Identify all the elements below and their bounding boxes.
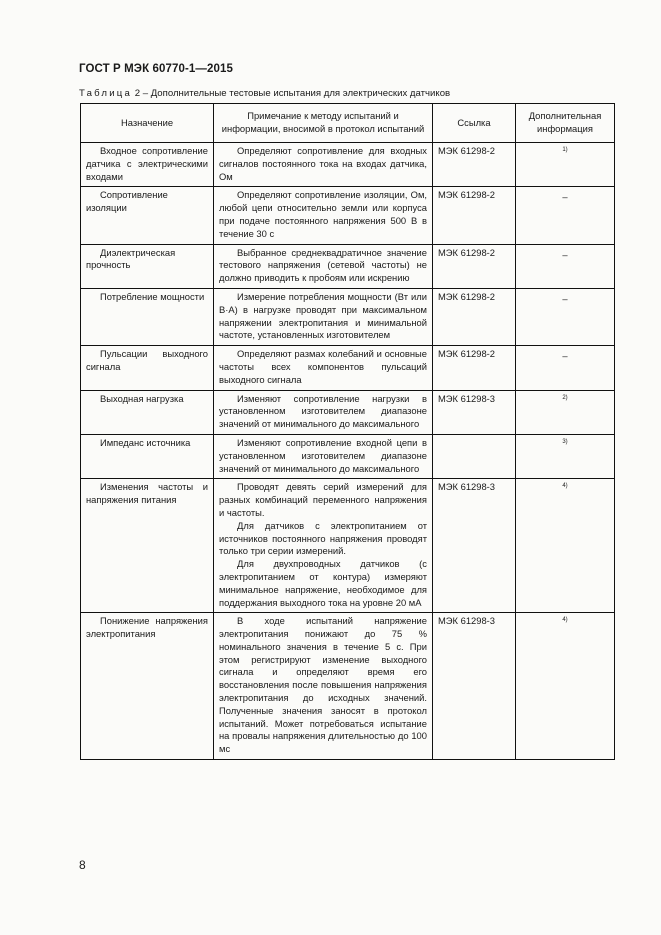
cell-ref: МЭК 61298-2 <box>433 288 516 345</box>
cell-note <box>214 143 433 187</box>
cell-note <box>214 187 433 244</box>
purpose-text: Понижение напряжения электропитания <box>86 615 208 640</box>
cell-info <box>516 479 615 613</box>
table-row <box>81 479 615 613</box>
cell-info <box>516 346 615 390</box>
info-dash: – <box>562 191 568 203</box>
cell-purpose <box>81 288 214 345</box>
purpose-text: Изменения частоты и напряжения питания <box>86 481 208 506</box>
cell-info <box>516 390 615 434</box>
header-ref: Ссылка <box>433 104 516 143</box>
cell-ref: МЭК 61298-3 <box>433 613 516 760</box>
note-paragraph: В ходе испытаний напряжение электропитания понижают до 75 % номинального значения в течение 5 с. При этом регистрируют изменение выходного сигнала и определяют время его восстановления после повышения напряжения электропитания до исходных значений. Полученные значения заносят в протокол испытаний. Может потребоваться испытание на провалы напряжения длительностью до 100 мс <box>219 615 427 755</box>
note-paragraph: Для датчиков с электропитанием от источников постоянного напряжения проводят только три серии измерений. <box>219 519 427 557</box>
cell-purpose <box>81 479 214 613</box>
cell-ref <box>433 434 516 478</box>
purpose-text: Диэлектрическая прочность <box>86 246 176 271</box>
table-caption <box>79 88 450 99</box>
table-row <box>81 187 615 244</box>
cell-info <box>516 143 615 187</box>
note-paragraph: Выбранное среднеквадратичное значение тестового напряжения (сетевой частоты) не должно приводить к пробоям или искрению <box>219 246 427 284</box>
note-paragraph: Определяют размах колебаний и основные частоты всех компонентов пульсаций выходного сигнала <box>219 348 427 385</box>
table-row <box>81 143 615 187</box>
cell-ref: МЭК 61298-2 <box>433 187 516 244</box>
table-header-row <box>81 104 615 143</box>
table-row <box>81 244 615 288</box>
cell-purpose <box>81 434 214 478</box>
cell-ref: МЭК 61298-2 <box>433 143 516 187</box>
footnote-marker: 4) <box>562 617 568 624</box>
table-caption-label: Таблица <box>79 88 133 99</box>
table-row <box>81 613 615 760</box>
note-paragraph: Измерение потребления мощности (Вт или В·А) в нагрузке проводят при максимальном напряжении электропитания и минимальной частоте, установленных изготовителем <box>219 290 427 341</box>
table-body <box>81 143 615 760</box>
footnote-marker: 2) <box>562 394 568 401</box>
cell-info <box>516 187 615 244</box>
table-row <box>81 434 615 478</box>
cell-purpose <box>81 390 214 434</box>
cell-info <box>516 288 615 345</box>
cell-info <box>516 613 615 760</box>
header-info: Дополнительная информация <box>516 104 615 143</box>
cell-note <box>214 288 433 345</box>
info-dash: – <box>562 292 568 304</box>
cell-purpose <box>81 346 214 390</box>
cell-note <box>214 434 433 478</box>
note-paragraph: Изменяют сопротивление входной цепи в установленном изготовителем диапазоне значений от минимального до максимального <box>219 436 427 474</box>
cell-purpose <box>81 613 214 760</box>
cell-note <box>214 346 433 390</box>
note-paragraph: Определяют сопротивление изоляции, Ом, любой цепи относительно земли или корпуса при подаче постоянного напряжения 500 В в течение 30 с <box>219 189 427 239</box>
cell-purpose <box>81 244 214 288</box>
cell-note <box>214 244 433 288</box>
note-paragraph: Проводят девять серий измерений для разных комбинаций переменного напряжения и частоты. <box>219 481 427 518</box>
table-row <box>81 346 615 390</box>
purpose-text: Пульсации выходного сигнала <box>86 348 208 372</box>
purpose-text: Входное сопротивление датчика с электрическими входами <box>86 145 208 182</box>
purpose-text: Сопротивление изоляции <box>86 189 168 214</box>
cell-info <box>516 244 615 288</box>
cell-note <box>214 613 433 760</box>
test-table <box>80 103 615 760</box>
header-purpose: Назначение <box>81 104 214 143</box>
footnote-marker: 3) <box>562 438 568 445</box>
info-dash: – <box>562 248 568 260</box>
cell-note <box>214 479 433 613</box>
cell-note <box>214 390 433 434</box>
footnote-marker: 1) <box>562 147 568 153</box>
note-paragraph: Определяют сопротивление для входных сигналов постоянного тока на входах датчика, Ом <box>219 145 427 182</box>
info-dash: – <box>562 350 568 362</box>
cell-ref: МЭК 61298-3 <box>433 479 516 613</box>
header-note: Примечание к методу испытаний и информации, вносимой в протокол испытаний <box>214 104 433 143</box>
purpose-text: Выходная нагрузка <box>100 392 184 404</box>
cell-ref: МЭК 61298-2 <box>433 244 516 288</box>
footnote-marker: 4) <box>562 483 568 490</box>
page-number: 8 <box>79 858 86 872</box>
cell-ref: МЭК 61298-3 <box>433 390 516 434</box>
table-row <box>81 288 615 345</box>
purpose-text: Потребление мощности <box>100 290 205 302</box>
table-row <box>81 390 615 434</box>
note-paragraph: Изменяют сопротивление нагрузки в установленном изготовителем диапазоне значений от минимального до максимального <box>219 392 427 430</box>
cell-ref: МЭК 61298-2 <box>433 346 516 390</box>
cell-purpose <box>81 143 214 187</box>
document-header: ГОСТ Р МЭК 60770-1—2015 <box>79 63 233 75</box>
note-paragraph: Для двухпроводных датчиков (с электропитанием от контура) измеряют минимальное напряжение, необходимое для поддержания выходного тока на уровне 20 мА <box>219 558 427 608</box>
cell-purpose <box>81 187 214 244</box>
cell-info <box>516 434 615 478</box>
purpose-text: Импеданс источника <box>100 436 191 448</box>
table-caption-text: 2 – Дополнительные тестовые испытания для электрических датчиков <box>134 88 451 99</box>
